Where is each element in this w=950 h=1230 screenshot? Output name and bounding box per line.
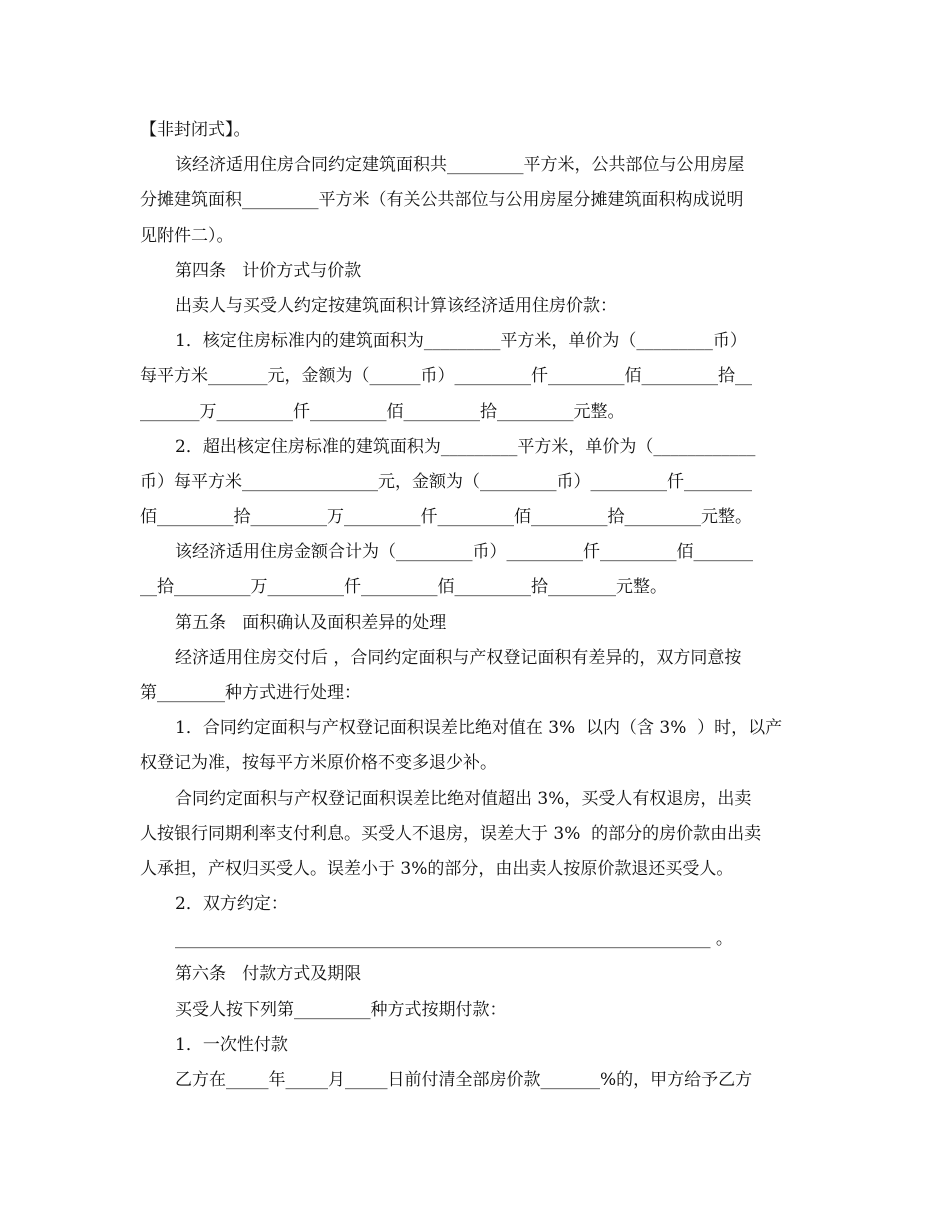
text-line: 该经济适用住房合同约定建筑面积共_________平方米，公共部位与公用房屋 bbox=[175, 155, 745, 175]
text-line: 见附件二）。 bbox=[140, 226, 234, 246]
text-line: _______________________________________________________________ 。 bbox=[175, 929, 733, 949]
text-line: _______万_________仟_________佰_________拾_________元整。 bbox=[140, 402, 625, 422]
text-line: 2．超出核定住房标准的建筑面积为_________平方米，单价为（____________ bbox=[175, 437, 756, 457]
text-line: 2．双方约定： bbox=[175, 894, 288, 914]
text-line: 人按银行同期利率支付利息。买受人不退房，误差大于 3% 的部分的房价款由出卖 bbox=[140, 824, 762, 844]
text-line: 币）每平方米________________元，金额为（_________币）_________仟________ bbox=[140, 472, 752, 492]
text-line: 经济适用住房交付后 ，合同约定面积与产权登记面积有差异的，双方同意按 bbox=[175, 648, 742, 668]
article-heading: 第五条 面积确认及面积差异的处理 bbox=[175, 613, 447, 633]
text-line: 买受人按下列第_________种方式按期付款： bbox=[175, 1000, 507, 1020]
text-line: 1．核定住房标准内的建筑面积为_________平方米，单价为（_________币） bbox=[175, 331, 747, 351]
text-line: 【非封闭式】。 bbox=[140, 120, 251, 140]
text-line: 每平方米_______元，金额为（______币）_________仟_________佰_________拾__ bbox=[140, 366, 752, 386]
text-line: 分摊建筑面积_________平方米（有关公共部位与公用房屋分摊建筑面积构成说明 bbox=[140, 190, 744, 210]
article-heading: 第四条 计价方式与价款 bbox=[175, 261, 362, 281]
text-line: 合同约定面积与产权登记面积误差比绝对值超出 3%，买受人有权退房，出卖 bbox=[175, 789, 752, 809]
text-line: 该经济适用住房金额合计为（_________币）_________仟_________佰_______ bbox=[175, 542, 753, 562]
text-line: 权登记为准，按每平方米原价格不变多退少补。 bbox=[140, 753, 497, 773]
text-line: 出卖人与买受人约定按建筑面积计算该经济适用住房价款： bbox=[175, 296, 617, 316]
text-line: 佰_________拾_________万_________仟_________佰_________拾_________元整。 bbox=[140, 507, 752, 527]
text-line: __拾_________万_________仟_________佰_________拾________元整。 bbox=[140, 577, 667, 597]
text-line: 乙方在_____年_____月_____日前付清全部房价款_______%的，甲方给予乙方 bbox=[175, 1070, 753, 1090]
article-heading: 第六条 付款方式及期限 bbox=[175, 964, 362, 984]
text-line: 1．一次性付款 bbox=[175, 1035, 288, 1055]
text-line: 第________种方式进行处理： bbox=[140, 683, 361, 703]
text-line: 人承担，产权归买受人。误差小于 3%的部分，由出卖人按原价款退还买受人。 bbox=[140, 859, 734, 879]
text-line: 1．合同约定面积与产权登记面积误差比绝对值在 3% 以内（含 3% ）时，以产 bbox=[175, 718, 783, 738]
